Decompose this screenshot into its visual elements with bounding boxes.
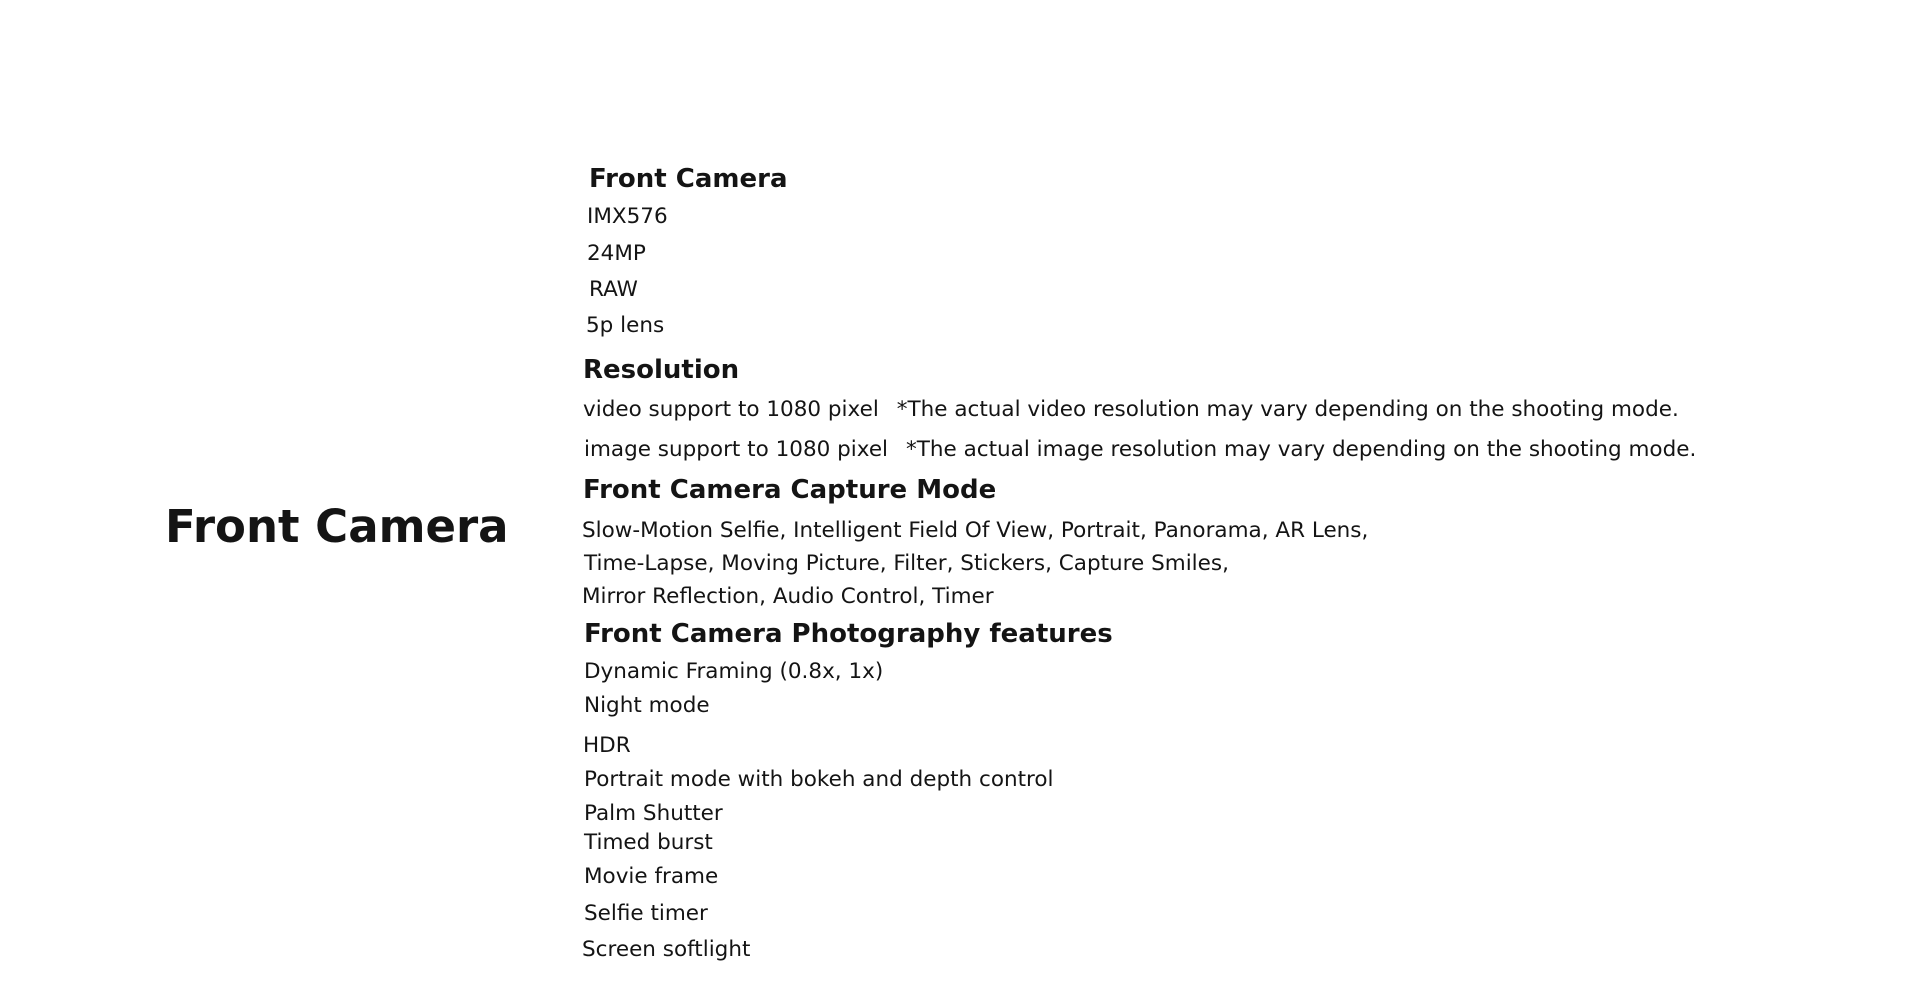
image-resolution-row <box>584 436 1696 464</box>
capture-mode-heading: Front Camera Capture Mode <box>583 475 997 505</box>
photography-heading: Front Camera Photography features <box>584 619 1113 649</box>
side-title: Front Camera <box>165 500 509 553</box>
feature-item: Movie frame <box>584 864 719 889</box>
front-camera-heading: Front Camera <box>589 164 788 194</box>
feature-item: Selfie timer <box>584 901 708 926</box>
capture-mode-line: Mirror Reflection, Audio Control, Timer <box>582 584 994 609</box>
video-resolution-note: *The actual video resolution may vary depending on the shooting mode. <box>896 397 1679 422</box>
sensor-item: IMX576 <box>587 204 668 229</box>
image-resolution-label: image support to 1080 pixel <box>584 437 889 462</box>
megapixel-item: 24MP <box>587 241 646 266</box>
raw-item: RAW <box>589 277 638 302</box>
feature-item: Dynamic Framing (0.8x, 1x) <box>584 659 884 684</box>
feature-item: HDR <box>583 733 631 758</box>
feature-item: Portrait mode with bokeh and depth control <box>584 767 1054 792</box>
feature-item: Screen softlight <box>582 937 751 962</box>
video-resolution-row <box>583 396 1679 424</box>
feature-item: Night mode <box>584 693 710 718</box>
lens-item: 5p lens <box>586 313 665 338</box>
video-resolution-label: video support to 1080 pixel <box>583 397 879 422</box>
capture-mode-line: Slow-Motion Selfie, Intelligent Field Of View, Portrait, Panorama, AR Lens, <box>582 518 1369 543</box>
capture-mode-line: Time-Lapse, Moving Picture, Filter, Stickers, Capture Smiles, <box>584 551 1229 576</box>
feature-item: Timed burst <box>584 830 713 855</box>
resolution-heading: Resolution <box>583 355 740 385</box>
image-resolution-note: *The actual image resolution may vary depending on the shooting mode. <box>906 437 1697 462</box>
feature-item: Palm Shutter <box>584 801 723 826</box>
